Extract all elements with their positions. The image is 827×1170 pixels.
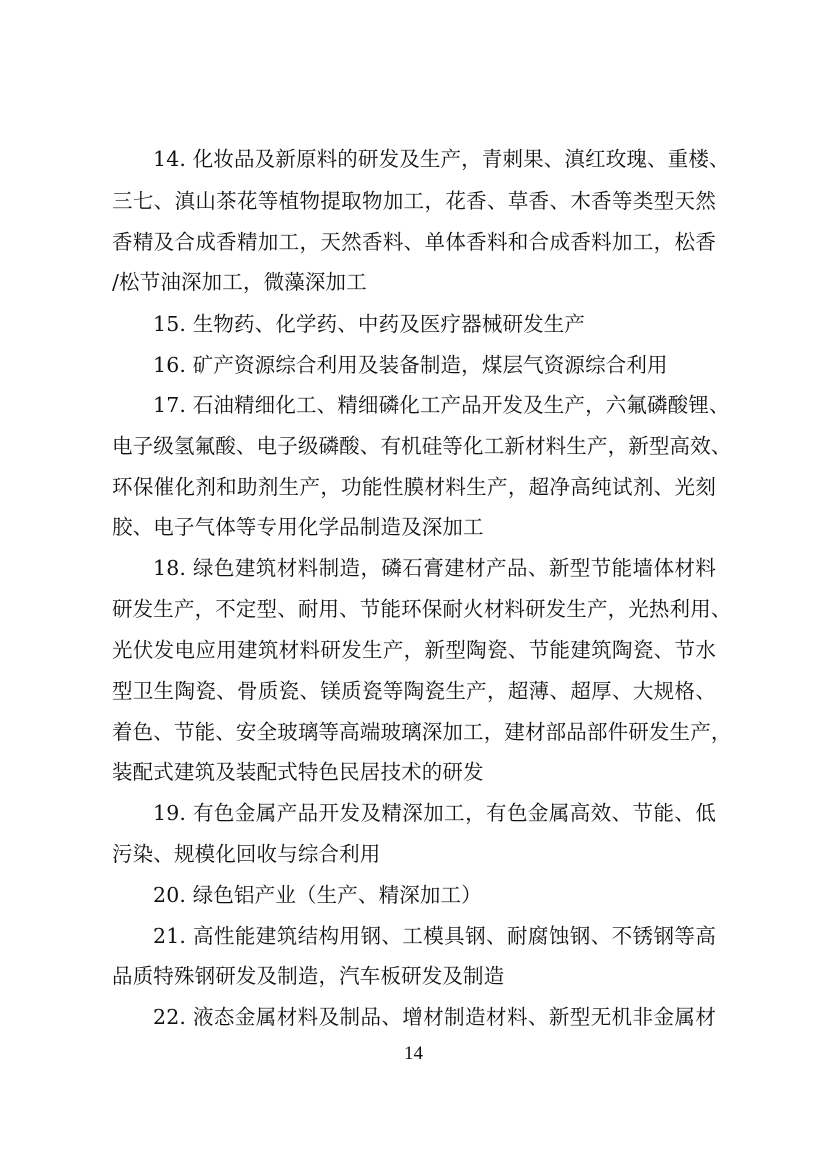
item-15-line-1: 15. 生物药、化学药、中药及医疗器械研发生产 bbox=[153, 312, 586, 336]
page-number: 14 bbox=[404, 1043, 423, 1064]
item-22-line-1: 22. 液态金属材料及制品、增材制造材料、新型无机非金属材 bbox=[153, 1005, 716, 1029]
item-21-line-1: 21. 高性能建筑结构用钢、工模具钢、耐腐蚀钢、不锈钢等高 bbox=[153, 924, 716, 948]
item-17-line-1: 17. 石油精细化工、精细磷化工产品开发及生产，六氟磷酸锂、 bbox=[153, 393, 730, 417]
item-18-line-3: 光伏发电应用建筑材料研发生产，新型陶瓷、节能建筑陶瓷、节水 bbox=[112, 638, 716, 662]
item-19-line-1: 19. 有色金属产品开发及精深加工，有色金属高效、节能、低 bbox=[153, 801, 716, 825]
item-18-line-4: 型卫生陶瓷、骨质瓷、镁质瓷等陶瓷生产，超薄、超厚、大规格、 bbox=[112, 679, 716, 703]
item-17-line-3: 环保催化剂和助剂生产，功能性膜材料生产，超净高纯试剂、光刻 bbox=[112, 475, 716, 499]
item-18-line-5: 着色、节能、安全玻璃等高端玻璃深加工，建材部品部件研发生产， bbox=[112, 720, 732, 744]
item-19-line-2: 污染、规模化回收与综合利用 bbox=[112, 842, 381, 866]
item-17-line-4: 胶、电子气体等专用化学品制造及深加工 bbox=[112, 515, 484, 539]
item-16-line-1: 16. 矿产资源综合利用及装备制造，煤层气资源综合利用 bbox=[153, 353, 668, 377]
item-17-line-2: 电子级氢氟酸、电子级磷酸、有机硅等化工新材料生产，新型高效、 bbox=[112, 434, 732, 458]
item-14-line-2: 三七、滇山茶花等植物提取物加工，花香、草香、木香等类型天然 bbox=[112, 189, 716, 213]
item-18-line-6: 装配式建筑及装配式特色民居技术的研发 bbox=[112, 760, 484, 784]
item-14-line-1: 14. 化妆品及新原料的研发及生产，青刺果、滇红玫瑰、重楼、 bbox=[153, 147, 730, 171]
item-21-line-2: 品质特殊钢研发及制造，汽车板研发及制造 bbox=[112, 964, 505, 988]
item-18-line-2: 研发生产，不定型、耐用、节能环保耐火材料研发生产，光热利用、 bbox=[112, 597, 732, 621]
item-14-line-4: /松节油深加工，微藻深加工 bbox=[112, 270, 367, 294]
item-20-line-1: 20. 绿色铝产业（生产、精深加工） bbox=[153, 883, 482, 907]
item-14-line-3: 香精及合成香精加工，天然香料、单体香料和合成香料加工，松香 bbox=[112, 230, 716, 254]
item-18-line-1: 18. 绿色建筑材料制造，磷石膏建材产品、新型节能墙体材料 bbox=[153, 556, 716, 580]
